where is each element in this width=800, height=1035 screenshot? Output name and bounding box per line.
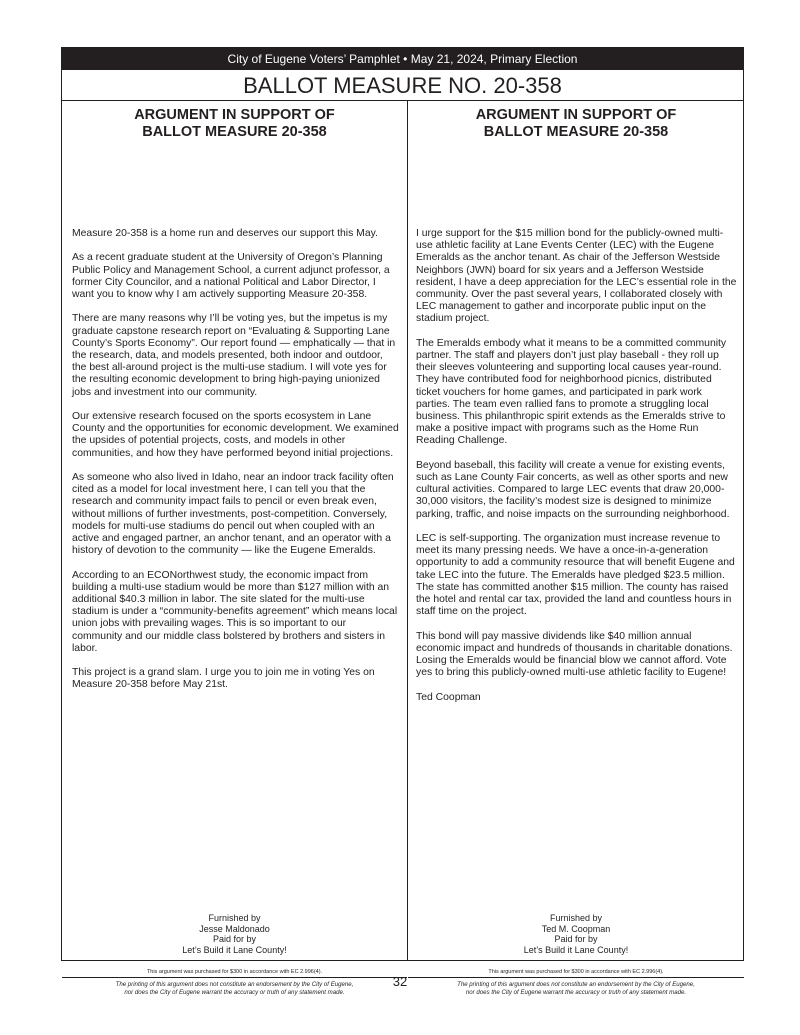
argument-heading-line1: ARGUMENT IN SUPPORT OF: [475, 107, 677, 123]
measure-title: BALLOT MEASURE NO. 20-358: [62, 71, 743, 101]
furnished-by-block: [62, 913, 407, 955]
argument-heading: [62, 107, 407, 141]
disclaimer-line2: nor does the City of Eugene warrant the accuracy or truth of any statement made.: [124, 988, 345, 996]
argument-paragraph: There are many reasons why I’ll be voting yes, but the impetus is my graduate capstone research report on “Evaluating & Supporting Lane County’s Sports Economy”. Our report found — emphatically — that in the research, data, and models presented, both indoor and outdoor, the best all-around project is the multi-use stadium. I will vote yes for the resulting economic development to bring high-paying unionized jobs and investment into our community.: [72, 313, 396, 398]
argument-paragraph: The Emeralds embody what it means to be a committed community partner. The staff and players don’t just play baseball - they roll up their sleeves volunteering and supporting local causes year-round. They have contributed food for neighborhood picnics, distributed ticket vouchers for home games, and participated in park work parties. The team even rallied fans to promote a struggling local business. This philanthropic spirit extends as the Emeralds strive to make a positive impact with programs such as the Home Run Reading Challenge.: [416, 337, 727, 447]
argument-column-right: [408, 101, 744, 996]
paid-for-by-label: Paid for by: [212, 934, 257, 944]
argument-heading-line1: ARGUMENT IN SUPPORT OF: [134, 107, 335, 123]
argument-paragraph: LEC is self-supporting. The organization must increase revenue to meet its many pressing needs. We have a once-in-a-generation opportunity to add a community resource that will benefit Eugene and take LEC into the future. The Emeralds have pledged $23.5 million. The state has committed another $15 million. The county has raised the hotel and rental car tax, provided the land and countless hours in staff time on the project.: [416, 533, 735, 618]
argument-heading: [408, 107, 744, 141]
furnished-by-name: Ted M. Coopman: [541, 923, 611, 934]
argument-paragraph: This project is a grand slam. I urge you to join me in voting Yes on Measure 20-358 before May 21st.: [72, 667, 375, 691]
argument-paragraph: As a recent graduate student at the University of Oregon’s Planning Public Policy and Management School, a current adjunct professor, a former City Councilor, and a national Political and Labor Director, I want you to know why I am actively supporting Measure 20-358.: [72, 252, 390, 300]
disclaimer-line2: nor does the City of Eugene warrant the accuracy or truth of any statement made.: [465, 988, 687, 996]
argument-body: [72, 228, 399, 704]
purchased-note: This argument was purchased for $300 in accordance with EC 2.996(4).: [146, 969, 323, 975]
furnished-by-block: [408, 913, 744, 955]
argument-paragraph: I urge support for the $15 million bond for the publicly-owned multi-use athletic facility at Lane Events Center (LEC) with the Eugene Emeralds as the anchor tenant. As chair of the Jefferson Westside Neighbors (JWN) board for six years and a Jefferson Westside resident, I have a deep appreciation for the LEC’s essential role in the community. Over the past several years, I collaborated closely with LEC management to gather and incorporate public input on the stadium project.: [416, 228, 737, 325]
furnished-by-label: Furnished by: [208, 913, 261, 923]
disclaimer-line1: The printing of this argument does not constitute an endorsement by the City of Eugene,: [115, 981, 354, 988]
paid-for-by-name: Let’s Build it Lane County!: [182, 944, 287, 955]
argument-heading-line2: BALLOT MEASURE 20-358: [142, 124, 327, 140]
furnished-by-label: Furnished by: [549, 913, 603, 923]
argument-paragraph: As someone who also lived in Idaho, near an indoor track facility often cited as a model for local investment here, I can tell you that the research and community impact fails to pencil or even break even, without millions of further investments, post-competition. Conversely, models for multi-use stadiums do pencil out when coupled with an active and engaged partner, an anchor tenant, and an operator with a history of devotion to the community — like the Eugene Emeralds.: [72, 472, 394, 557]
paid-for-by-name: Let’s Build it Lane County!: [523, 944, 629, 955]
argument-heading-line2: BALLOT MEASURE 20-358: [483, 124, 669, 140]
paid-for-by-label: Paid for by: [554, 934, 598, 944]
purchased-note: This argument was purchased for $300 in accordance with EC 2.996(4).: [488, 969, 664, 975]
argument-body: [416, 228, 738, 716]
disclaimer-line1: The printing of this argument does not constitute an endorsement by the City of Eugene,: [457, 981, 695, 988]
argument-paragraph: Our extensive research focused on the sports ecosystem in Lane County and the opportunities for economic development. We examined the upsides of potential projects, costs, and models in other communities, and how they have performed beyond initial projections.: [72, 411, 399, 459]
argument-paragraph: Beyond baseball, this facility will create a venue for existing events, such as Lane County Fair concerts, as well as other sports and new cultural activities. Compared to large LEC events that draw 20,000-30,000 visitors, the facility’s modest size is designed to minimize parking, traffic, and noise impacts on the surrounding neighborhood.: [416, 459, 730, 520]
argument-paragraph: This bond will pay massive dividends like $40 million annual economic impact and hundreds of thousands in charitable donations. Losing the Emeralds would be financial blow we cannot afford. Vote yes to bring this publicly-owned multi-use athletic facility to Eugene!: [416, 630, 733, 679]
argument-paragraph: According to an ECONorthwest study, the economic impact from building a multi-use stadium would be more than $127 million with an additional $40.3 million in labor. The site slated for the multi-use stadium is under a “community-benefits agreement” which means local union jobs with prevailing wages. This is so important to our community and our middle class bolstered by brothers and sisters in labor.: [72, 569, 398, 654]
page-number: 32: [392, 974, 408, 989]
furnished-by-name: Jesse Maldonado: [199, 923, 270, 934]
argument-signature: Ted Coopman: [416, 691, 481, 703]
pamphlet-header-bar: City of Eugene Voters’ Pamphlet • May 21, 2024, Primary Election: [62, 48, 743, 70]
argument-paragraph: Measure 20-358 is a home run and deserves our support this May.: [72, 228, 378, 239]
